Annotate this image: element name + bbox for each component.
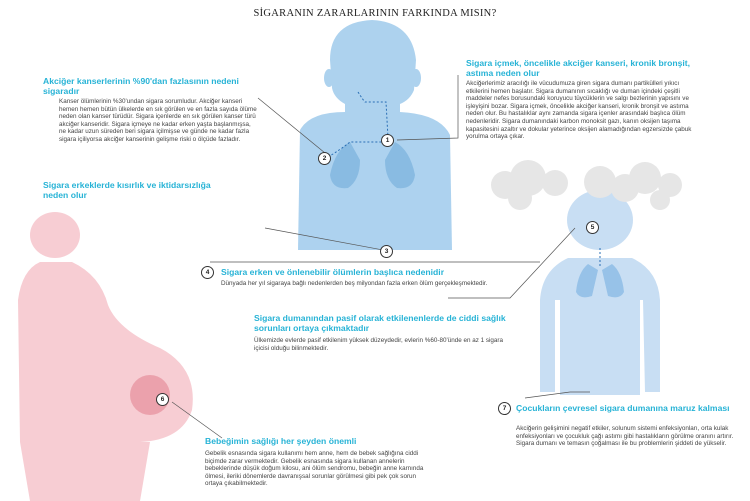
section-early-death-heading: Sigara erken ve önlenebilir ölümlerin başlıca nedenidir	[221, 267, 445, 277]
section-children-smoke-body: Akciğerin gelişimini negatif etkiler, solunum sistemi enfeksiyonları, orta kulak enfeksiyonları ve çocukluk çağı astımı gibi hastalıkların görülme oranını artırır. Sigara dumanı ve temasın çoğalması ile bu problemlerin şiddeti de yükselir.	[516, 425, 734, 448]
marker-6: 6	[156, 393, 169, 406]
marker-4: 4	[201, 266, 214, 279]
marker-1: 1	[381, 134, 394, 147]
section-early-death-body: Dünyada her yıl sigaraya bağlı nedenlerden beş milyondan fazla erken ölüm gerçekleşmektedir.	[221, 280, 488, 287]
section-smoking-diseases-body: Akciğerlerimiz aracılığı ile vücudumuza giren sigara dumanı partikülleri yıkıcı etkilerini hemen başlatır. Sigara dumanının sıcaklığı ve duman içindeki çeşitli maddeler nefes borusundaki koruyucu tüycüklerin ve salgı bezlerinin yapısını ve işleyişini bozar. Sigara içmek, öncelikle akciğer kanseri, kronik bronşit ve astıma neden olur. Bu hastalıklar aynı zamanda sigara içenler arasındaki başlıca ölüm nedenleridir. Sigara dumanındaki karbon monoksit gazı, kanın oksijen taşıma kapasitesini azaltır ve dokular yeterince oksijen alamadığından egzersizde çabuk yorulma ortaya çıkar.	[466, 80, 692, 141]
section-infertility-heading: Sigara erkeklerde kısırlık ve iktidarsızlığa neden olur	[43, 180, 211, 200]
marker-5: 5	[586, 221, 599, 234]
pregnant-figure	[18, 212, 193, 501]
marker-3: 3	[380, 245, 393, 258]
section-children-smoke-heading: Çocukların çevresel sigara dumanına maruz kalması	[516, 403, 730, 413]
marker-2: 2	[318, 152, 331, 165]
adult-figure	[298, 20, 452, 250]
section-passive-smoke-heading: Sigara dumanından pasif olarak etkilenenlerde de ciddi sağlık sorunları ortaya çıkmaktadır	[254, 313, 506, 333]
section-lung-cancer-heading: Akciğer kanserlerinin %90'dan fazlasının nedeni sigaradır	[43, 76, 239, 96]
section-baby-health-body: Gebelik esnasında sigara kullanımı hem anne, hem de bebek sağlığına ciddi biçimde zarar vermektedir. Gebelik esnasında sigara kullanan annelerin bebeklerinde düşük doğum kilosu, ani ölüm sendromu, bebeğin anne karnında ölmesi, ileriki dönemlerde davranışsal sorunlar görülmesi gibi pek çok sorun ortaya çıkabilmektedir.	[205, 450, 424, 488]
marker-7: 7	[498, 402, 511, 415]
page-title: SİGARANIN ZARARLARININ FARKINDA MISIN?	[253, 8, 497, 19]
section-baby-health-heading: Bebeğimin sağlığı her şeyden önemli	[205, 436, 357, 446]
section-passive-smoke-body: Ülkemizde evlerde pasif etkilenim yüksek düzeydedir, evlerin %60-80'ünde en az 1 sigara içicisi olduğu bilinmektedir.	[254, 337, 504, 352]
section-lung-cancer-body: Kanser ölümlerinin %30'undan sigara sorumludur. Akciğer kanseri hemen hemen bütün ülkelerde en sık görülen ve en fazla sayıda ölüme neden olan kanser türüdür. Sigara içenlerde en sık görülen kanser türü akciğer kanseridir. Sigara içmeye ne kadar erken yaşta başlanmışsa, ne kadar uzun süreden beri sigara içilmişse ve günde ne kadar fazla sigara içiliyorsa akciğer kanserinin gelişme riski o ölçüde fazladır.	[59, 98, 257, 143]
child-figure	[540, 190, 660, 395]
section-smoking-diseases-heading: Sigara içmek, öncelikle akciğer kanseri, kronik bronşit, astıma neden olur	[466, 58, 691, 78]
